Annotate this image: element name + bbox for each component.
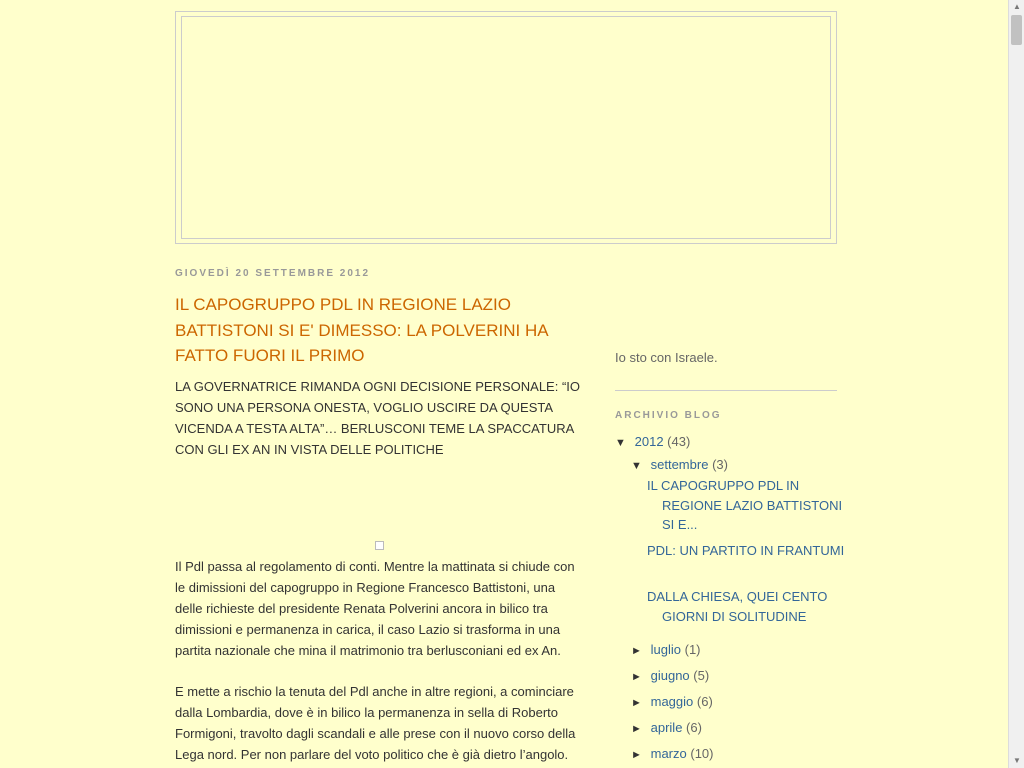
archive-month-count: (6) <box>696 694 713 709</box>
archive-post-link[interactable]: PDL: UN PARTITO IN FRANTUMI <box>647 543 845 558</box>
archive-month-link[interactable]: giugno <box>650 668 690 683</box>
archive-year-count: (43) <box>667 434 691 449</box>
archive-month-settembre <box>631 457 728 472</box>
sidebar-divider <box>615 390 837 391</box>
post-title: IL CAPOGRUPPO PDL IN REGIONE LAZIO BATTISTONI SI E' DIMESSO: LA POLVERINI HA FATTO FUORI IL PRIMO <box>175 295 548 365</box>
blog-header-inner <box>181 16 831 239</box>
archive-month-count: (1) <box>684 642 701 657</box>
scrollbar-thumb[interactable] <box>1011 15 1022 45</box>
post-paragraph-1: Il Pdl passa al regolamento di conti. Mentre la mattinata si chiude con le dimissioni del capogruppo in Regione Francesco Battistoni, una delle richieste del presidente Renata Polverini ancora in bilico tra dimissioni e permanenza in carica, il caso Lazio si trasforma in una partita nazionale che mina il matrimonio tra berlusconiani ed ex An. <box>175 559 575 658</box>
archive-month-aprile <box>631 720 702 735</box>
archive-year-link[interactable]: 2012 <box>634 434 664 449</box>
archive-month-count: (10) <box>690 746 714 761</box>
post-date: GIOVEDÌ 20 SETTEMBRE 2012 <box>175 268 371 279</box>
archive-month-count: (6) <box>686 720 702 735</box>
scroll-up-arrow-icon[interactable]: ▲ <box>1013 2 1021 11</box>
archive-month-count: (5) <box>693 668 710 683</box>
archive-month-luglio <box>631 642 701 657</box>
archive-year-2012 <box>615 434 690 449</box>
main-content <box>175 268 590 762</box>
expand-toggle-icon[interactable]: ► <box>631 697 642 709</box>
israel-text: Io sto con Israele. <box>615 350 718 365</box>
scrollbar[interactable] <box>1008 0 1024 768</box>
post-subtitle: LA GOVERNATRICE RIMANDA OGNI DECISIONE PERSONALE: “IO SONO UNA PERSONA ONESTA, VOGLIO USCIRE DA QUESTA VICENDA A TESTA ALTA”… BERLUSCONI TEME LA SPACCATURA CON GLI EX AN IN VISTA DELLE POLITICHE <box>175 378 581 457</box>
archive-post-link[interactable]: IL CAPOGRUPPO PDL IN REGIONE LAZIO BATTISTONI SI E... <box>647 478 843 532</box>
expand-toggle-icon[interactable]: ► <box>631 671 642 683</box>
archive-month-link[interactable]: maggio <box>650 694 694 709</box>
expand-toggle-icon[interactable]: ► <box>631 749 642 761</box>
archive-month-link[interactable]: aprile <box>650 720 683 735</box>
expand-toggle-icon[interactable]: ► <box>631 723 642 735</box>
archive-month-giugno <box>631 668 709 683</box>
expand-toggle-icon[interactable]: ▼ <box>631 460 642 472</box>
expand-toggle-icon[interactable]: ► <box>631 645 642 657</box>
blog-header <box>175 11 837 244</box>
sidebar <box>615 340 845 761</box>
archive-post-link[interactable]: DALLA CHIESA, QUEI CENTO GIORNI DI SOLITUDINE <box>647 589 828 624</box>
archive-month-link[interactable]: settembre <box>650 457 709 472</box>
archive-month-link[interactable]: marzo <box>650 746 687 761</box>
expand-toggle-icon[interactable]: ▼ <box>615 437 626 449</box>
archive-month-maggio <box>631 694 713 709</box>
post-paragraph-2: E mette a rischio la tenuta del Pdl anche in altre regioni, a cominciare dalla Lombardia, dove è in bilico la permanenza in sella di Roberto Formigoni, travolto dagli scandali e alle prese con il nuovo corso della Lega nord. Per non parlare del voto politico che è già dietro l’angolo. <box>175 684 576 762</box>
archive-month-link[interactable]: luglio <box>650 642 681 657</box>
archive-title: ARCHIVIO BLOG <box>615 410 722 421</box>
scroll-down-arrow-icon[interactable]: ▼ <box>1013 756 1021 765</box>
archive-month-count: (3) <box>712 457 728 472</box>
archive-month-marzo <box>631 746 714 761</box>
image-placeholder-icon <box>375 541 384 550</box>
